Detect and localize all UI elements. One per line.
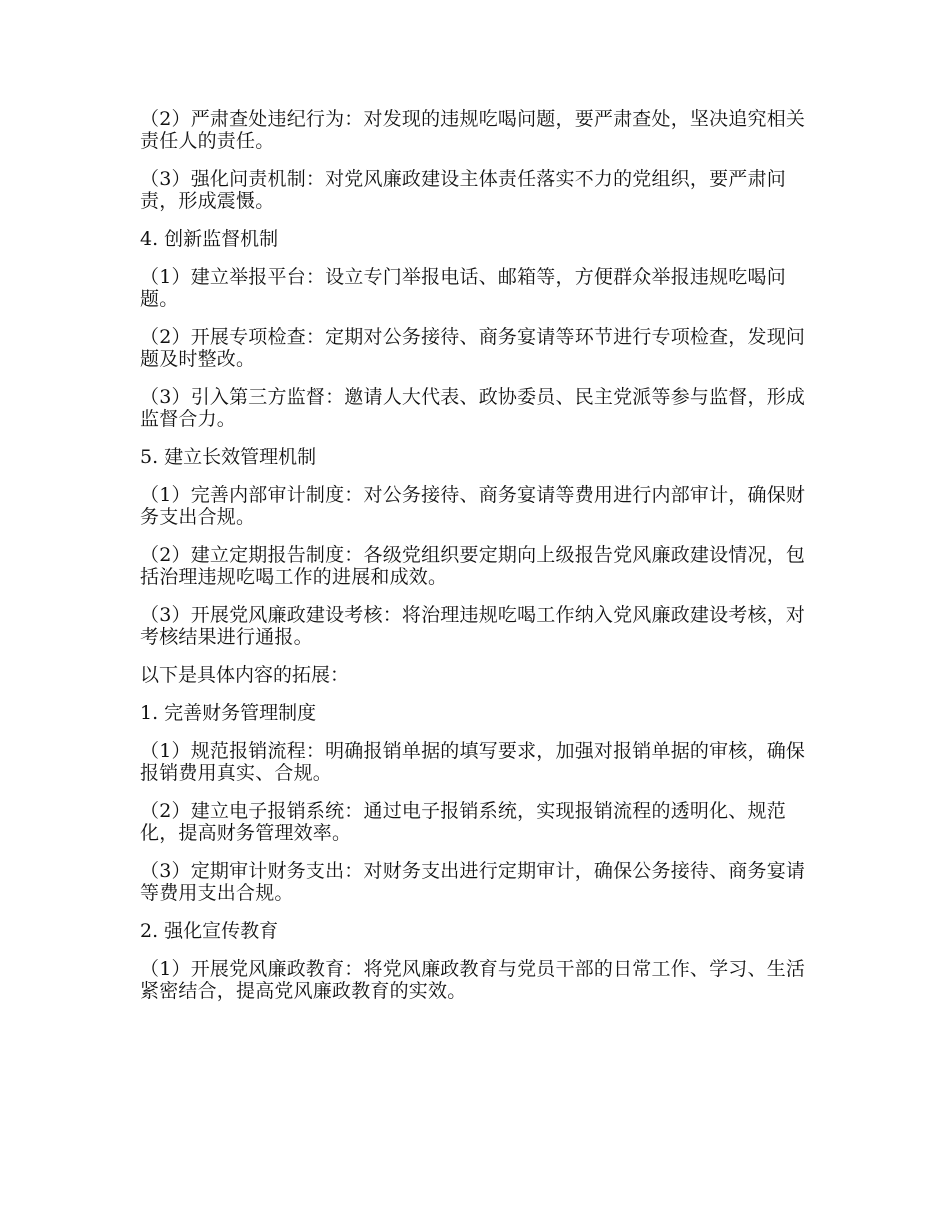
paragraph-1-2: （2）建立电子报销系统：通过电子报销系统，实现报销流程的透明化、规范化，提高财务管理效率。 [140, 800, 786, 844]
section-heading-2: 2. 强化宣传教育 [140, 920, 279, 942]
section-heading-4: 4. 创新监督机制 [140, 228, 279, 250]
paragraph-1-1: （1）规范报销流程：明确报销单据的填写要求，加强对报销单据的审核，确保报销费用真实、合规。 [140, 740, 806, 784]
paragraph-4-2: （2）开展专项检查：定期对公务接待、商务宴请等环节进行专项检查，发现问题及时整改。 [140, 326, 806, 370]
paragraph-5-2: （2）建立定期报告制度：各级党组织要定期向上级报告党风廉政建设情况，包括治理违规吃喝工作的进展和成效。 [140, 544, 806, 588]
expansion-intro: 以下是具体内容的拓展： [140, 664, 350, 686]
paragraph-4-1: （1）建立举报平台：设立专门举报电话、邮箱等，方便群众举报违规吃喝问题。 [140, 266, 786, 310]
paragraph-2b-1: （1）开展党风廉政教育：将党风廉政教育与党员干部的日常工作、学习、生活紧密结合，提高党风廉政教育的实效。 [140, 958, 806, 1002]
paragraph-4-3: （3）引入第三方监督：邀请人大代表、政协委员、民主党派等参与监督，形成监督合力。 [140, 386, 806, 430]
document-page [140, 108, 810, 1018]
section-heading-5: 5. 建立长效管理机制 [140, 446, 317, 468]
paragraph-2-2: （2）严肃查处违纪行为：对发现的违规吃喝问题，要严肃查处，坚决追究相关责任人的责任。 [140, 108, 806, 152]
paragraph-5-1: （1）完善内部审计制度：对公务接待、商务宴请等费用进行内部审计，确保财务支出合规。 [140, 484, 806, 528]
paragraph-2-3: （3）强化问责机制：对党风廉政建设主体责任落实不力的党组织，要严肃问责，形成震慑。 [140, 168, 786, 212]
section-heading-1: 1. 完善财务管理制度 [140, 702, 317, 724]
paragraph-5-3: （3）开展党风廉政建设考核：将治理违规吃喝工作纳入党风廉政建设考核，对考核结果进行通报。 [140, 604, 806, 648]
paragraph-1-3: （3）定期审计财务支出：对财务支出进行定期审计，确保公务接待、商务宴请等费用支出合规。 [140, 860, 806, 904]
